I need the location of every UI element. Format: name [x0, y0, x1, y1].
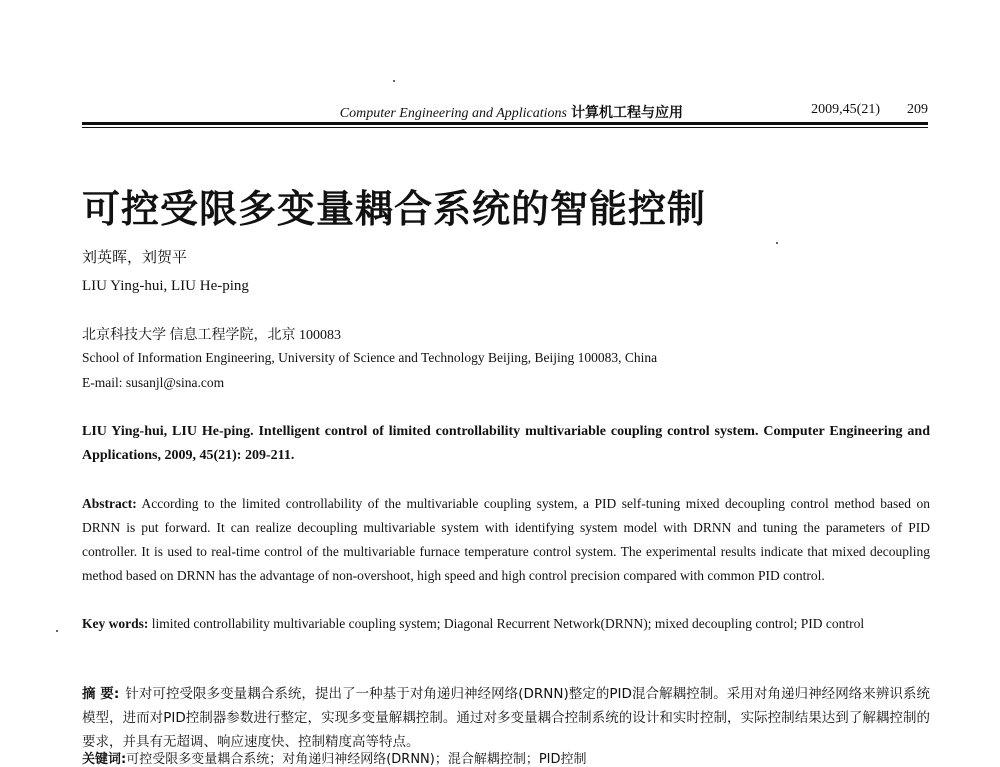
journal-name — [340, 102, 683, 122]
keywords-cn-text: 可控受限多变量耦合系统；对角递归神经网络(DRNN)；混合解耦控制；PID控制 — [126, 752, 587, 767]
scan-speck — [776, 242, 778, 244]
journal-name-en: Computer Engineering and Applications — [339, 106, 567, 121]
abstract-cn — [82, 682, 930, 754]
affiliation-en: School of Information Engineering, University of Science and Technology Beijing, Beijing 100083, China — [82, 350, 658, 365]
page-number: 209 — [907, 102, 928, 117]
scan-speck — [56, 630, 58, 632]
abstract-label: Abstract: — [82, 496, 137, 511]
keywords-cn-label: 关键词: — [82, 752, 127, 767]
header-rule-thin — [82, 127, 928, 128]
scan-speck — [393, 80, 395, 82]
keywords-label: Key words: — [82, 616, 149, 631]
journal-name-cn: 计算机工程与应用 — [571, 106, 683, 121]
affiliation-cn: 北京科技大学 信息工程学院，北京 100083 — [82, 328, 341, 343]
abstract-cn-label: 摘 要: — [82, 686, 120, 702]
abstract-text: According to the limited controllability of the multivariable coupling system, a PID self-tuning mixed decoupling control method based on DRNN is put forward. It can realize decoupling multivariable system with identifying system model with DRNN and tuning the parameters of PID controller. It is used to real-time control of the multivariable furnace temperature control system. The experimental results indicate that mixed decoupling method based on DRNN has the advantage of non-overshoot, high speed and high control precision compared with common PID control. — [82, 496, 930, 583]
header-rule — [82, 122, 928, 125]
authors-cn: 刘英晖，刘贺平 — [82, 250, 188, 266]
abstract-en — [82, 492, 930, 588]
volume-issue: 2009,45(21) — [811, 102, 880, 117]
keywords-cn — [82, 748, 930, 767]
abstract-cn-text: 针对可控受限多变量耦合系统，提出了一种基于对角递归神经网络(DRNN)整定的PID混合解耦控制。采用对角递归神经网络来辨识系统模型，进而对PID控制器参数进行整定，实现多变量解耦控制。通过对多变量耦合控制系统的设计和实时控制，实际控制结果达到了解耦控制的要求，并具有无超调、响应速度快、控制精度高等特点。 — [82, 686, 930, 750]
paper-title: 可控受限多变量耦合系统的智能控制 — [82, 186, 707, 231]
keywords-en — [82, 612, 930, 636]
email: E-mail: susanjl@sina.com — [82, 375, 225, 390]
citation: LIU Ying-hui, LIU He-ping. Intelligent control of limited controllability multivariable coupling control system. Computer Engineering and Applications, 2009, 45(21): 209-211. — [82, 424, 930, 463]
keywords-text: limited controllability multivariable coupling system; Diagonal Recurrent Network(DRNN); mixed decoupling control; PID control — [151, 616, 865, 631]
running-header — [82, 100, 928, 124]
authors-en: LIU Ying-hui, LIU He-ping — [82, 278, 249, 294]
